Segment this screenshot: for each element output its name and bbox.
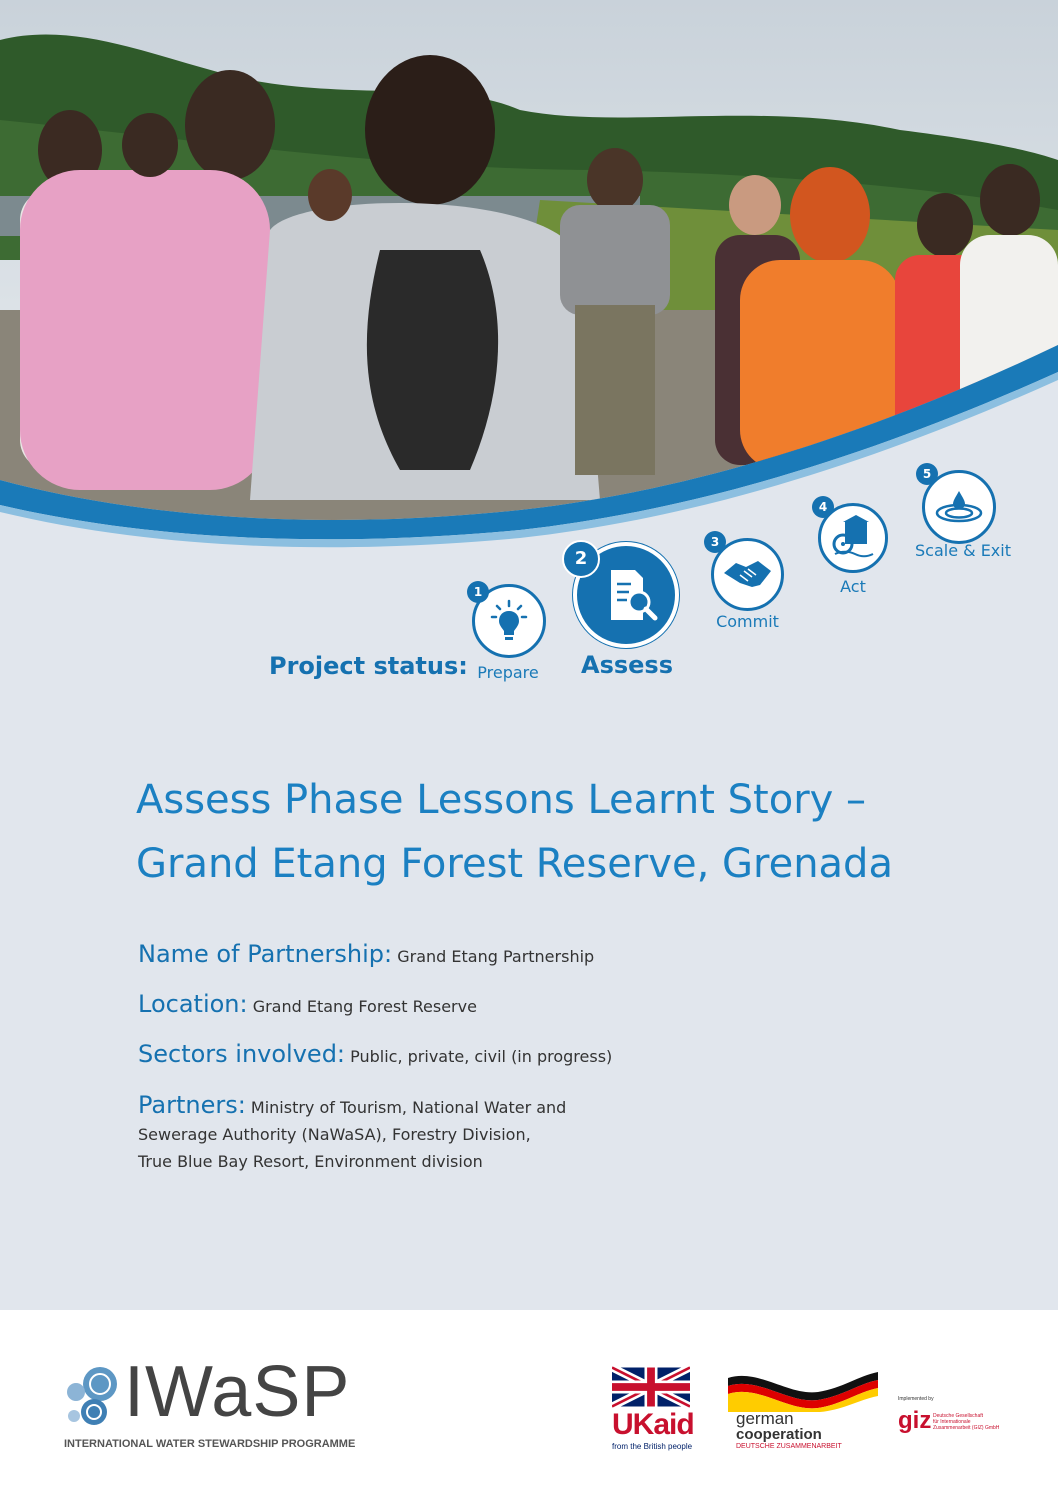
sectors-label: Sectors involved: (138, 1040, 346, 1068)
german-cooperation-line-1: german (736, 1409, 794, 1428)
phase-assess (562, 538, 692, 688)
project-status-label: Project status: (269, 652, 468, 680)
giz-implemented-by: Implemented by (898, 1396, 934, 1402)
phase-number: 4 (812, 496, 834, 518)
phase-act (808, 496, 898, 596)
partnership-row (138, 940, 858, 968)
giz-name-line-3: Zusammenarbeit (GIZ) GmbH (933, 1425, 1000, 1431)
union-jack-flag (612, 1366, 690, 1408)
giz-name (933, 1413, 999, 1431)
phase-label: Commit (716, 612, 779, 631)
phase-prepare (462, 579, 554, 689)
phase-commit (700, 531, 795, 631)
german-cooperation-tagline: DEUTSCHE ZUSAMMENARBEIT (736, 1443, 842, 1450)
phase-number: 1 (467, 581, 489, 603)
title-line-1: Assess Phase Lessons Learnt Story – (136, 777, 867, 823)
iwasp-globe-icon (64, 1362, 122, 1430)
handshake-icon (714, 541, 781, 608)
partners-value-line-3: True Blue Bay Resort, Environment division (138, 1152, 483, 1171)
phase-label: Assess (581, 651, 673, 679)
partnership-label: Name of Partnership: (138, 940, 393, 968)
phase-number: 3 (704, 531, 726, 553)
location-value: Grand Etang Forest Reserve (252, 997, 477, 1016)
footer (0, 1310, 1058, 1497)
page-title (136, 768, 1036, 896)
giz-name-line-1: Deutsche Gesellschaft (933, 1413, 984, 1419)
german-cooperation-line-2: cooperation (736, 1426, 822, 1443)
ukaid-logo: UKaid (612, 1408, 694, 1441)
sectors-row (138, 1040, 858, 1068)
iwasp-logo: IWaSP (124, 1352, 351, 1432)
giz-logo: giz (898, 1407, 932, 1434)
german-flag-swoosh (728, 1368, 878, 1412)
watermill-icon (821, 506, 885, 570)
location-row (138, 990, 858, 1018)
phase-label: Act (840, 577, 866, 596)
water-drop-ripple-icon (925, 473, 993, 541)
partnership-value: Grand Etang Partnership (397, 947, 595, 966)
giz-name-line-2: für Internationale (933, 1419, 971, 1425)
location-label: Location: (138, 990, 248, 1018)
title-line-2: Grand Etang Forest Reserve, Grenada (136, 841, 893, 887)
ukaid-tagline: from the British people (612, 1442, 693, 1451)
sectors-value: Public, private, civil (in progress) (350, 1047, 613, 1066)
phase-label: Scale & Exit (915, 541, 1011, 560)
partners-value-line-1: Ministry of Tourism, National Water and (250, 1098, 567, 1117)
phase-label: Prepare (477, 663, 539, 682)
cover-photo (0, 0, 1058, 560)
iwasp-tagline: INTERNATIONAL WATER STEWARDSHIP PROGRAMME (64, 1438, 356, 1450)
phase-number: 5 (916, 463, 938, 485)
partners-value-line-2: Sewerage Authority (NaWaSA), Forestry Division, (138, 1125, 531, 1144)
phase-scale-exit (908, 463, 1018, 563)
partners-label: Partners: (138, 1091, 246, 1119)
partners-row (138, 1092, 858, 1175)
phase-number: 2 (562, 540, 600, 578)
